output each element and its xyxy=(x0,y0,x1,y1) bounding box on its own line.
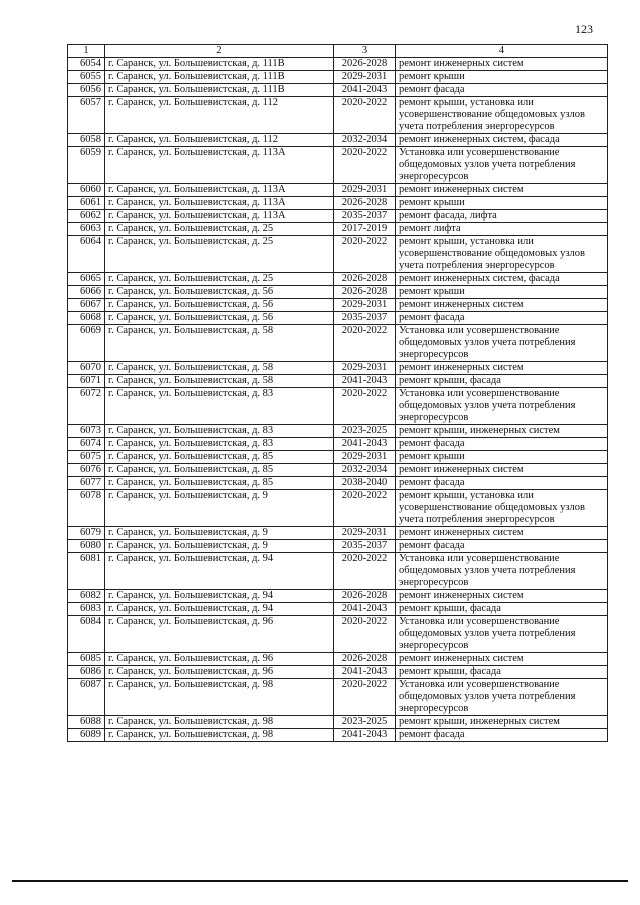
period: 2041-2043 xyxy=(334,375,396,388)
period: 2026-2028 xyxy=(334,273,396,286)
address: г. Саранск, ул. Большевистская, д. 25 xyxy=(105,273,334,286)
table-body xyxy=(68,58,608,742)
work-type: ремонт инженерных систем xyxy=(396,590,608,603)
table-row xyxy=(68,58,608,71)
table-row xyxy=(68,71,608,84)
period: 2029-2031 xyxy=(334,362,396,375)
address: г. Саранск, ул. Большевистская, д. 113А xyxy=(105,184,334,197)
row-number: 6060 xyxy=(68,184,105,197)
row-number: 6084 xyxy=(68,616,105,653)
work-type: ремонт инженерных систем xyxy=(396,527,608,540)
row-number: 6076 xyxy=(68,464,105,477)
work-type: ремонт крыши, фасада xyxy=(396,603,608,616)
address: г. Саранск, ул. Большевистская, д. 58 xyxy=(105,375,334,388)
address: г. Саранск, ул. Большевистская, д. 94 xyxy=(105,553,334,590)
work-type: ремонт инженерных систем xyxy=(396,362,608,375)
row-number: 6063 xyxy=(68,223,105,236)
work-type: ремонт крыши xyxy=(396,286,608,299)
row-number: 6067 xyxy=(68,299,105,312)
table-row xyxy=(68,197,608,210)
work-type: ремонт лифта xyxy=(396,223,608,236)
column-header-3: 3 xyxy=(334,45,396,58)
table-row xyxy=(68,273,608,286)
row-number: 6064 xyxy=(68,236,105,273)
address: г. Саранск, ул. Большевистская, д. 85 xyxy=(105,464,334,477)
work-type: ремонт фасада xyxy=(396,312,608,325)
period: 2026-2028 xyxy=(334,653,396,666)
table-row xyxy=(68,134,608,147)
address: г. Саранск, ул. Большевистская, д. 58 xyxy=(105,362,334,375)
column-header-4: 4 xyxy=(396,45,608,58)
table-row xyxy=(68,464,608,477)
bottom-rule xyxy=(12,880,628,882)
row-number: 6066 xyxy=(68,286,105,299)
address: г. Саранск, ул. Большевистская, д. 25 xyxy=(105,223,334,236)
period: 2026-2028 xyxy=(334,286,396,299)
row-number: 6068 xyxy=(68,312,105,325)
work-type: ремонт фасада xyxy=(396,477,608,490)
work-type: ремонт фасада xyxy=(396,438,608,451)
period: 2041-2043 xyxy=(334,84,396,97)
table-row xyxy=(68,97,608,134)
row-number: 6074 xyxy=(68,438,105,451)
row-number: 6080 xyxy=(68,540,105,553)
period: 2041-2043 xyxy=(334,729,396,742)
work-type: ремонт крыши xyxy=(396,197,608,210)
row-number: 6070 xyxy=(68,362,105,375)
table-row xyxy=(68,375,608,388)
table-row xyxy=(68,425,608,438)
work-type: ремонт инженерных систем, фасада xyxy=(396,273,608,286)
row-number: 6069 xyxy=(68,325,105,362)
repair-schedule-table xyxy=(67,44,608,742)
period: 2020-2022 xyxy=(334,616,396,653)
work-type: ремонт инженерных систем xyxy=(396,464,608,477)
row-number: 6089 xyxy=(68,729,105,742)
page-number: 123 xyxy=(575,22,593,36)
address: г. Саранск, ул. Большевистская, д. 96 xyxy=(105,666,334,679)
row-number: 6057 xyxy=(68,97,105,134)
period: 2035-2037 xyxy=(334,540,396,553)
row-number: 6086 xyxy=(68,666,105,679)
address: г. Саранск, ул. Большевистская, д. 98 xyxy=(105,679,334,716)
work-type: ремонт крыши xyxy=(396,451,608,464)
address: г. Саранск, ул. Большевистская, д. 113А xyxy=(105,210,334,223)
address: г. Саранск, ул. Большевистская, д. 94 xyxy=(105,590,334,603)
work-type: ремонт крыши, инженерных систем xyxy=(396,716,608,729)
address: г. Саранск, ул. Большевистская, д. 96 xyxy=(105,653,334,666)
table-row xyxy=(68,490,608,527)
address: г. Саранск, ул. Большевистская, д. 113А xyxy=(105,197,334,210)
period: 2029-2031 xyxy=(334,299,396,312)
address: г. Саранск, ул. Большевистская, д. 94 xyxy=(105,603,334,616)
address: г. Саранск, ул. Большевистская, д. 56 xyxy=(105,286,334,299)
work-type: Установка или усовершенствование общедомовых узлов учета потребления энергоресурсов xyxy=(396,616,608,653)
row-number: 6072 xyxy=(68,388,105,425)
row-number: 6075 xyxy=(68,451,105,464)
row-number: 6082 xyxy=(68,590,105,603)
work-type: Установка или усовершенствование общедомовых узлов учета потребления энергоресурсов xyxy=(396,325,608,362)
table-row xyxy=(68,603,608,616)
row-number: 6065 xyxy=(68,273,105,286)
table-row xyxy=(68,388,608,425)
work-type: ремонт фасада, лифта xyxy=(396,210,608,223)
period: 2032-2034 xyxy=(334,464,396,477)
period: 2035-2037 xyxy=(334,210,396,223)
address: г. Саранск, ул. Большевистская, д. 56 xyxy=(105,312,334,325)
period: 2023-2025 xyxy=(334,425,396,438)
column-header-2: 2 xyxy=(105,45,334,58)
address: г. Саранск, ул. Большевистская, д. 111В xyxy=(105,71,334,84)
row-number: 6054 xyxy=(68,58,105,71)
period: 2041-2043 xyxy=(334,666,396,679)
period: 2020-2022 xyxy=(334,490,396,527)
table-row xyxy=(68,286,608,299)
address: г. Саранск, ул. Большевистская, д. 83 xyxy=(105,388,334,425)
period: 2041-2043 xyxy=(334,603,396,616)
table-row xyxy=(68,438,608,451)
period: 2020-2022 xyxy=(334,679,396,716)
row-number: 6079 xyxy=(68,527,105,540)
row-number: 6073 xyxy=(68,425,105,438)
row-number: 6088 xyxy=(68,716,105,729)
address: г. Саранск, ул. Большевистская, д. 96 xyxy=(105,616,334,653)
period: 2032-2034 xyxy=(334,134,396,147)
work-type: ремонт фасада xyxy=(396,729,608,742)
work-type: ремонт крыши, установка или усовершенствование общедомовых узлов учета потребления энергоресурсов xyxy=(396,236,608,273)
table-row xyxy=(68,84,608,97)
work-type: ремонт крыши, инженерных систем xyxy=(396,425,608,438)
work-type: ремонт крыши, фасада xyxy=(396,666,608,679)
period: 2026-2028 xyxy=(334,197,396,210)
work-type: Установка или усовершенствование общедомовых узлов учета потребления энергоресурсов xyxy=(396,147,608,184)
address: г. Саранск, ул. Большевистская, д. 85 xyxy=(105,451,334,464)
period: 2023-2025 xyxy=(334,716,396,729)
row-number: 6062 xyxy=(68,210,105,223)
work-type: ремонт крыши, установка или усовершенствование общедомовых узлов учета потребления энергоресурсов xyxy=(396,490,608,527)
table-row xyxy=(68,477,608,490)
address: г. Саранск, ул. Большевистская, д. 98 xyxy=(105,729,334,742)
table-row xyxy=(68,184,608,197)
address: г. Саранск, ул. Большевистская, д. 58 xyxy=(105,325,334,362)
address: г. Саранск, ул. Большевистская, д. 56 xyxy=(105,299,334,312)
table-row xyxy=(68,590,608,603)
row-number: 6078 xyxy=(68,490,105,527)
address: г. Саранск, ул. Большевистская, д. 9 xyxy=(105,540,334,553)
address: г. Саранск, ул. Большевистская, д. 25 xyxy=(105,236,334,273)
table-row xyxy=(68,653,608,666)
table-row xyxy=(68,679,608,716)
address: г. Саранск, ул. Большевистская, д. 83 xyxy=(105,438,334,451)
table-row xyxy=(68,147,608,184)
address: г. Саранск, ул. Большевистская, д. 98 xyxy=(105,716,334,729)
row-number: 6087 xyxy=(68,679,105,716)
table-row xyxy=(68,312,608,325)
table-row xyxy=(68,223,608,236)
work-type: ремонт крыши, установка или усовершенствование общедомовых узлов учета потребления энергоресурсов xyxy=(396,97,608,134)
address: г. Саранск, ул. Большевистская, д. 9 xyxy=(105,490,334,527)
work-type: Установка или усовершенствование общедомовых узлов учета потребления энергоресурсов xyxy=(396,388,608,425)
period: 2041-2043 xyxy=(334,438,396,451)
period: 2029-2031 xyxy=(334,71,396,84)
row-number: 6081 xyxy=(68,553,105,590)
period: 2020-2022 xyxy=(334,388,396,425)
work-type: ремонт инженерных систем xyxy=(396,653,608,666)
work-type: ремонт инженерных систем xyxy=(396,184,608,197)
address: г. Саранск, ул. Большевистская, д. 113А xyxy=(105,147,334,184)
row-number: 6071 xyxy=(68,375,105,388)
table-row xyxy=(68,299,608,312)
period: 2020-2022 xyxy=(334,553,396,590)
work-type: ремонт крыши, фасада xyxy=(396,375,608,388)
table-row xyxy=(68,362,608,375)
period: 2017-2019 xyxy=(334,223,396,236)
row-number: 6085 xyxy=(68,653,105,666)
table-row xyxy=(68,325,608,362)
work-type: ремонт фасада xyxy=(396,540,608,553)
period: 2026-2028 xyxy=(334,58,396,71)
row-number: 6059 xyxy=(68,147,105,184)
period: 2020-2022 xyxy=(334,97,396,134)
column-header-1: 1 xyxy=(68,45,105,58)
table-row xyxy=(68,616,608,653)
work-type: Установка или усовершенствование общедомовых узлов учета потребления энергоресурсов xyxy=(396,679,608,716)
work-type: ремонт инженерных систем xyxy=(396,58,608,71)
work-type: ремонт фасада xyxy=(396,84,608,97)
period: 2020-2022 xyxy=(334,325,396,362)
row-number: 6055 xyxy=(68,71,105,84)
address: г. Саранск, ул. Большевистская, д. 112 xyxy=(105,97,334,134)
period: 2038-2040 xyxy=(334,477,396,490)
table-row xyxy=(68,729,608,742)
address: г. Саранск, ул. Большевистская, д. 111В xyxy=(105,84,334,97)
period: 2020-2022 xyxy=(334,236,396,273)
row-number: 6056 xyxy=(68,84,105,97)
table-row xyxy=(68,553,608,590)
period: 2020-2022 xyxy=(334,147,396,184)
row-number: 6083 xyxy=(68,603,105,616)
table-row xyxy=(68,527,608,540)
row-number: 6077 xyxy=(68,477,105,490)
period: 2035-2037 xyxy=(334,312,396,325)
address: г. Саранск, ул. Большевистская, д. 9 xyxy=(105,527,334,540)
work-type: Установка или усовершенствование общедомовых узлов учета потребления энергоресурсов xyxy=(396,553,608,590)
address: г. Саранск, ул. Большевистская, д. 83 xyxy=(105,425,334,438)
row-number: 6061 xyxy=(68,197,105,210)
table-row xyxy=(68,666,608,679)
period: 2029-2031 xyxy=(334,451,396,464)
table-row xyxy=(68,540,608,553)
table-row xyxy=(68,716,608,729)
row-number: 6058 xyxy=(68,134,105,147)
table-header-row xyxy=(68,45,608,58)
period: 2026-2028 xyxy=(334,590,396,603)
table-row xyxy=(68,210,608,223)
period: 2029-2031 xyxy=(334,527,396,540)
address: г. Саранск, ул. Большевистская, д. 85 xyxy=(105,477,334,490)
address: г. Саранск, ул. Большевистская, д. 111В xyxy=(105,58,334,71)
work-type: ремонт крыши xyxy=(396,71,608,84)
address: г. Саранск, ул. Большевистская, д. 112 xyxy=(105,134,334,147)
work-type: ремонт инженерных систем, фасада xyxy=(396,134,608,147)
work-type: ремонт инженерных систем xyxy=(396,299,608,312)
period: 2029-2031 xyxy=(334,184,396,197)
table-row xyxy=(68,451,608,464)
table-row xyxy=(68,236,608,273)
